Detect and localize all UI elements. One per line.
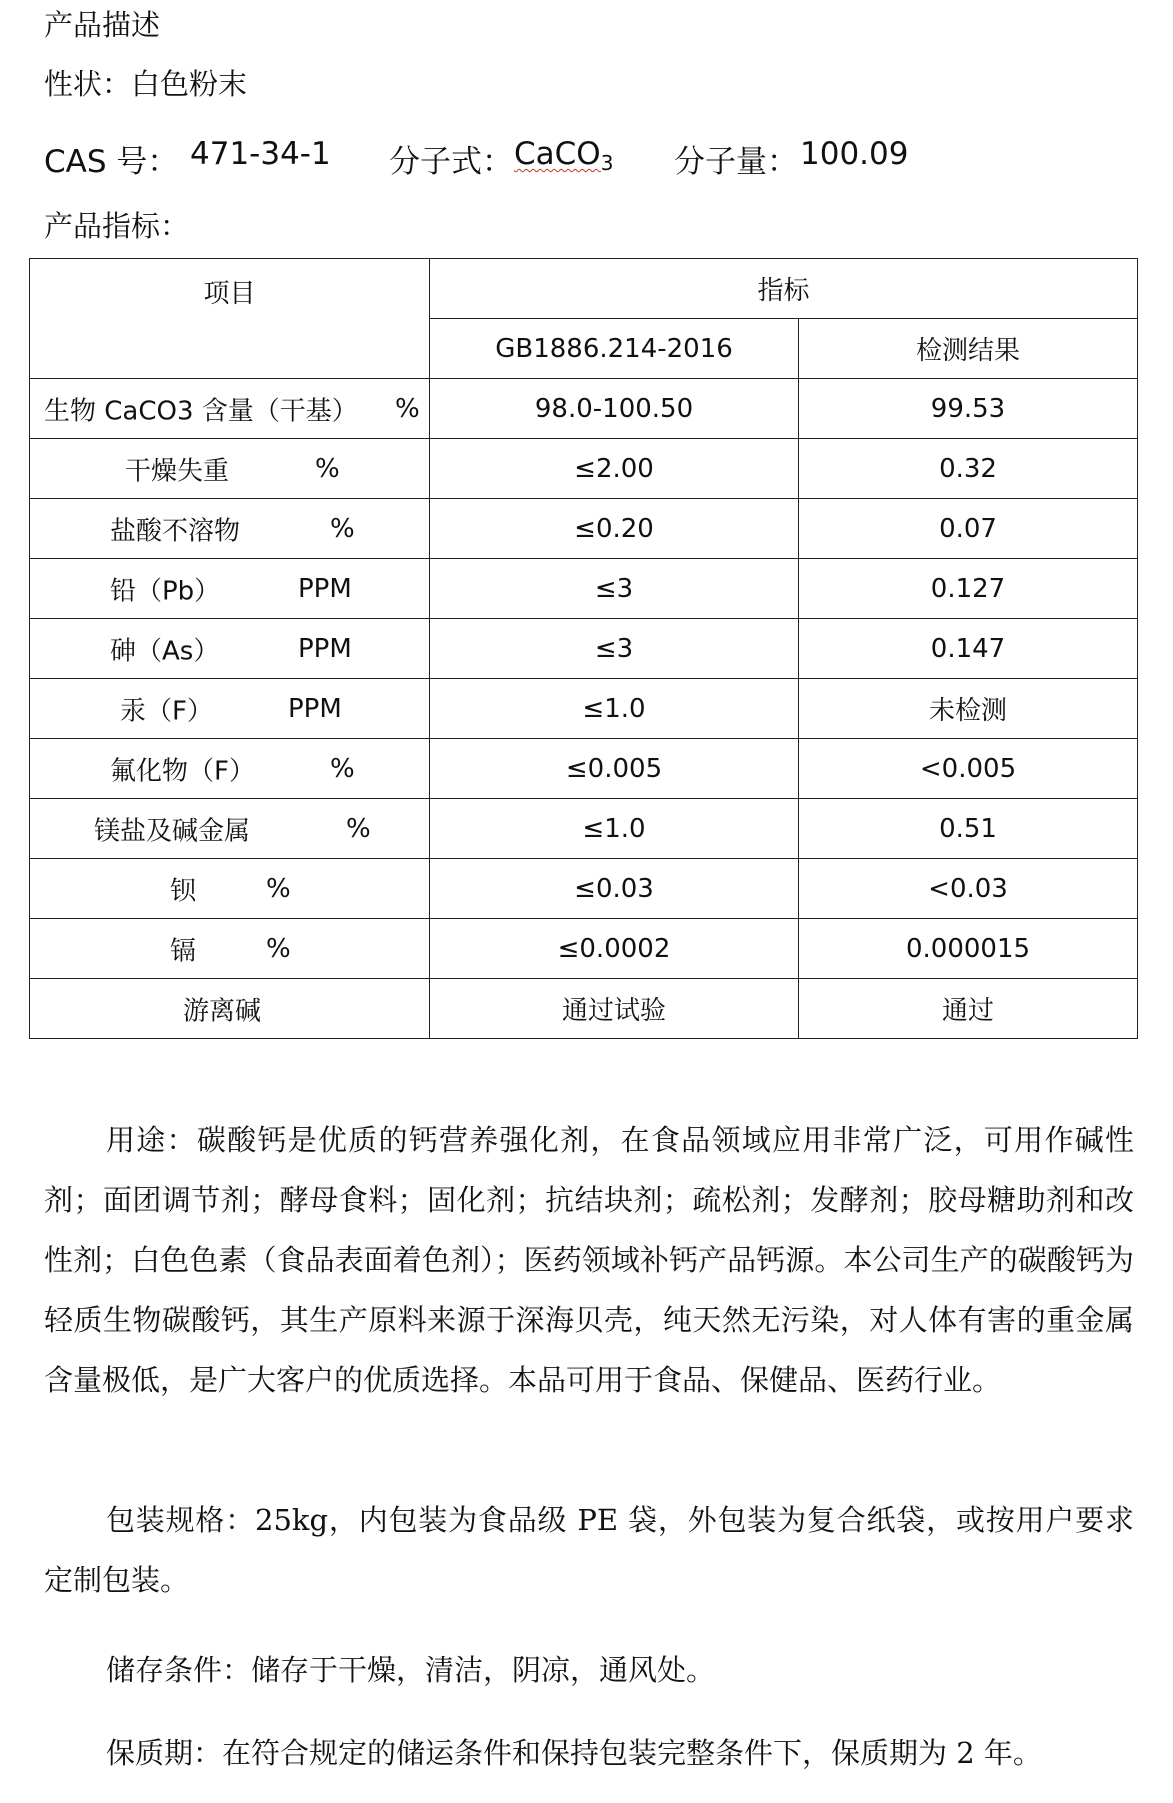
item-cell [30, 739, 430, 799]
formula-label: 分子式： [389, 144, 513, 180]
usage-paragraph: 用途：碳酸钙是优质的钙营养强化剂，在食品领域应用非常广泛，可用作碱性剂；面团调节剂；酵母食料；固化剂；抗结块剂；疏松剂；发酵剂；胶母糖助剂和改性剂；白色色素（食品表面着色剂）；医药领域补钙产品钙源。本公司生产的碳酸钙为轻质生物碳酸钙，其生产原料来源于深海贝壳，纯天然无污染，对人体有害的重金属含量极低，是广大客户的优质选择。本品可用于食品、保健品、医药行业。 [44, 1123, 1134, 1397]
item-name: 镁盐及碱金属 [94, 816, 251, 846]
table-row [30, 499, 1138, 559]
standard-cell: ≤3 [430, 619, 799, 679]
standard-cell: ≤3 [430, 559, 799, 619]
packaging-paragraph: 包装规格：25kg，内包装为食品级 PE 袋，外包装为复合纸袋，或按用户要求定制包装。 [44, 1503, 1134, 1597]
result-cell: 0.127 [799, 559, 1138, 619]
item-cell [30, 859, 430, 919]
result-cell: 通过 [799, 979, 1138, 1039]
item-name: 干燥失重 [125, 456, 230, 486]
item-unit: PPM [298, 633, 352, 664]
storage-paragraph: 储存条件：储存于干燥，清洁，阴凉，通风处。 [106, 1653, 716, 1687]
item-unit: % [330, 753, 355, 784]
standard-cell: ≤0.005 [430, 739, 799, 799]
item-cell [30, 559, 430, 619]
item-unit: % [330, 513, 355, 544]
table-row [30, 439, 1138, 499]
standard-cell: 98.0-100.50 [430, 379, 799, 439]
table-row [30, 799, 1138, 859]
item-unit: % [266, 873, 291, 904]
item-unit: PPM [288, 693, 342, 724]
standard-cell: ≤0.03 [430, 859, 799, 919]
item-name: 铅（Pb） [110, 576, 221, 606]
table-row [30, 919, 1138, 979]
table-row [30, 679, 1138, 739]
table-row [30, 739, 1138, 799]
item-cell [30, 919, 430, 979]
item-cell [30, 799, 430, 859]
spec-table [29, 258, 1138, 1039]
section-title: 产品描述 [44, 8, 161, 42]
header-standard: GB1886.214-2016 [430, 319, 799, 379]
formula-value: CaCO$_3$ [514, 136, 614, 175]
result-cell: 0.51 [799, 799, 1138, 859]
standard-cell: ≤1.0 [430, 799, 799, 859]
standard-cell: ≤2.00 [430, 439, 799, 499]
item-name: 砷（As） [110, 636, 220, 666]
item-unit: % [395, 393, 420, 424]
result-cell: 未检测 [799, 679, 1138, 739]
weight-value: 100.09 [800, 136, 909, 172]
item-name: 生物 CaCO3 含量（干基） [44, 396, 358, 426]
item-name: 钡 [170, 876, 197, 906]
result-cell: 0.147 [799, 619, 1138, 679]
header-result: 检测结果 [799, 319, 1138, 379]
cas-label: CAS 号： [44, 144, 179, 180]
standard-cell: 通过试验 [430, 979, 799, 1039]
shelf-life-paragraph: 保质期：在符合规定的储运条件和保持包装完整条件下，保质期为 2 年。 [106, 1736, 1042, 1770]
table-header-row [30, 259, 1138, 319]
appearance-line: 性状：白色粉末 [44, 67, 248, 101]
result-cell: 0.07 [799, 499, 1138, 559]
table-row [30, 859, 1138, 919]
result-cell: <0.03 [799, 859, 1138, 919]
item-cell [30, 379, 430, 439]
item-name: 汞（F） [120, 696, 213, 726]
item-cell [30, 679, 430, 739]
standard-cell: ≤0.20 [430, 499, 799, 559]
item-name: 氟化物（F） [110, 756, 255, 786]
table-row [30, 379, 1138, 439]
item-name: 镉 [170, 936, 197, 966]
item-cell [30, 439, 430, 499]
item-name: 盐酸不溶物 [110, 516, 241, 546]
table-row [30, 619, 1138, 679]
item-unit: % [315, 453, 340, 484]
item-cell [30, 979, 430, 1039]
header-index: 指标 [430, 259, 1138, 319]
table-row [30, 979, 1138, 1039]
spec-heading: 产品指标： [44, 209, 190, 243]
result-cell: 0.000015 [799, 919, 1138, 979]
item-unit: % [346, 813, 371, 844]
item-cell [30, 619, 430, 679]
standard-cell: ≤1.0 [430, 679, 799, 739]
item-cell [30, 499, 430, 559]
result-cell: 99.53 [799, 379, 1138, 439]
item-unit: PPM [298, 573, 352, 604]
header-item: 项目 [30, 259, 430, 379]
item-name: 游离碱 [183, 996, 262, 1026]
table-row [30, 559, 1138, 619]
result-cell: 0.32 [799, 439, 1138, 499]
item-unit: % [266, 933, 291, 964]
cas-value: 471-34-1 [190, 136, 331, 172]
result-cell: <0.005 [799, 739, 1138, 799]
weight-label: 分子量： [674, 144, 798, 180]
standard-cell: ≤0.0002 [430, 919, 799, 979]
